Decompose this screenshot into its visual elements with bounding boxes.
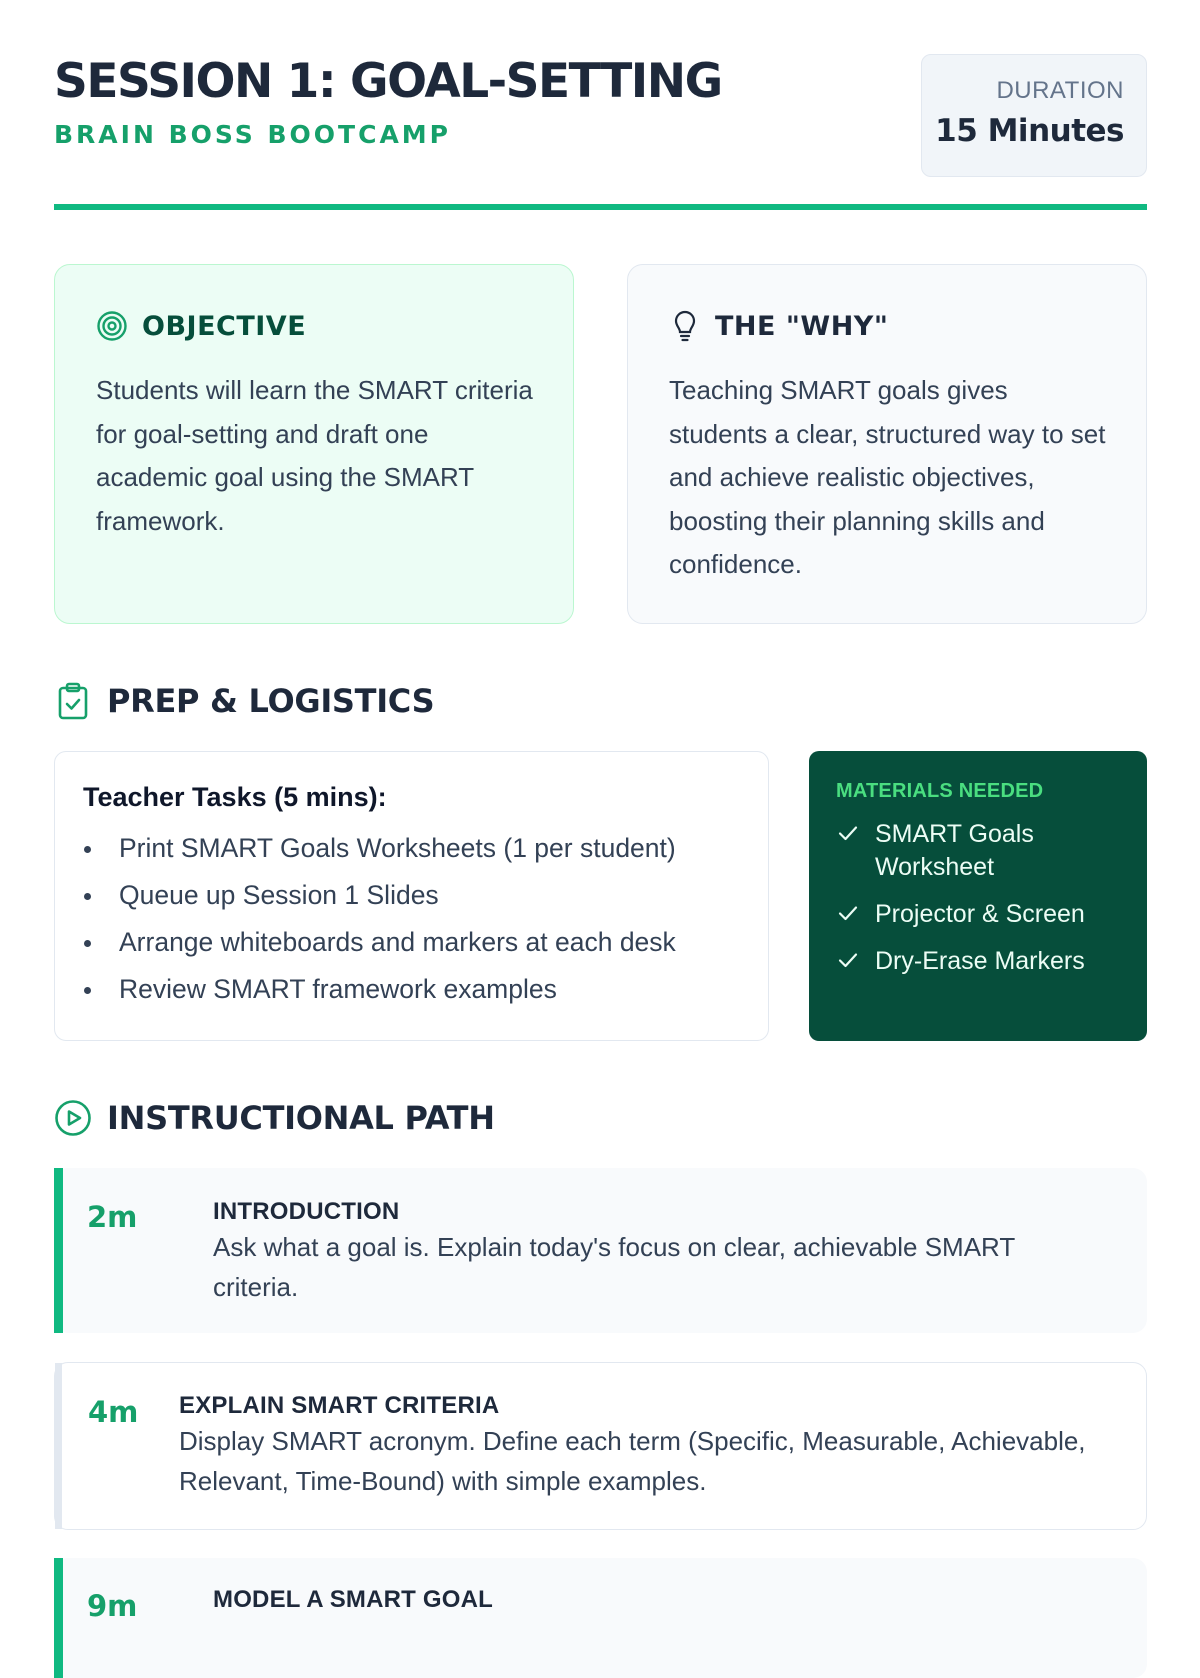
objective-title: OBJECTIVE — [142, 310, 307, 342]
task-item: Review SMART framework examples — [83, 972, 740, 1019]
header — [54, 0, 1147, 212]
why-body: Teaching SMART goals gives students a clear, structured way to set and achieve realistic objectives, boosting their planning skills and confidence. — [669, 375, 1106, 579]
task-item: Print SMART Goals Worksheets (1 per student) — [83, 831, 740, 878]
objective-card-header — [96, 309, 533, 343]
materials-list — [836, 818, 1120, 978]
objective-body: Students will learn the SMART criteria for goal-setting and draft one academic goal using the SMART framework. — [96, 375, 533, 536]
step-time: 4m — [88, 1395, 139, 1429]
why-card — [627, 264, 1147, 624]
step-accent-bar — [54, 1558, 63, 1678]
material-label: Projector & Screen — [875, 900, 1085, 928]
material-item — [836, 945, 1120, 978]
prep-title: PREP & LOGISTICS — [107, 682, 435, 720]
page-title: SESSION 1: GOAL-SETTING — [54, 54, 722, 109]
tasks-list — [83, 831, 740, 1019]
material-label: SMART Goals Worksheet — [875, 820, 1034, 881]
material-label: Dry-Erase Markers — [875, 947, 1085, 975]
task-item: Arrange whiteboards and markers at each desk — [83, 925, 740, 972]
objective-card — [54, 264, 574, 624]
info-cards — [54, 264, 1147, 624]
header-divider — [54, 204, 1147, 210]
duration-value: 15 Minutes — [935, 113, 1124, 149]
teacher-tasks-card — [54, 751, 769, 1041]
step-description: Display SMART acronym. Define each term (Specific, Measurable, Achievable, Relevant, Time-Bound) with simple examples. — [179, 1426, 1086, 1496]
prep-section-header — [54, 681, 434, 721]
duration-badge — [921, 54, 1147, 177]
materials-label: MATERIALS NEEDED — [836, 780, 1044, 802]
task-item: Queue up Session 1 Slides — [83, 878, 740, 925]
step-card — [54, 1168, 1147, 1333]
path-section-header — [54, 1098, 495, 1138]
clipboard-check-icon — [54, 682, 92, 720]
lightbulb-icon — [669, 310, 701, 342]
step-card — [54, 1362, 1147, 1530]
step-name: MODEL A SMART GOAL — [213, 1586, 494, 1613]
materials-card — [809, 751, 1147, 1041]
target-icon — [96, 310, 128, 342]
check-icon — [837, 902, 859, 924]
step-name: INTRODUCTION — [213, 1198, 400, 1225]
play-circle-icon — [54, 1099, 92, 1137]
step-time: 9m — [87, 1589, 138, 1623]
step-accent-bar — [54, 1168, 63, 1333]
check-icon — [837, 822, 859, 844]
lesson-plan-page — [54, 0, 1147, 1623]
step-name: EXPLAIN SMART CRITERIA — [179, 1392, 500, 1419]
material-item — [836, 898, 1120, 931]
path-title: INSTRUCTIONAL PATH — [107, 1099, 495, 1137]
tasks-title: Teacher Tasks (5 mins): — [83, 782, 387, 812]
step-card — [54, 1558, 1147, 1678]
step-time: 2m — [87, 1200, 138, 1234]
why-title: THE "WHY" — [715, 310, 889, 342]
material-item — [836, 818, 1120, 884]
why-card-header — [669, 309, 1106, 343]
duration-label: DURATION — [996, 77, 1124, 104]
check-icon — [837, 949, 859, 971]
step-description: Ask what a goal is. Explain today's focus on clear, achievable SMART criteria. — [213, 1232, 1015, 1302]
step-accent-bar — [55, 1363, 62, 1529]
page-subtitle: BRAIN BOSS BOOTCAMP — [54, 120, 451, 149]
